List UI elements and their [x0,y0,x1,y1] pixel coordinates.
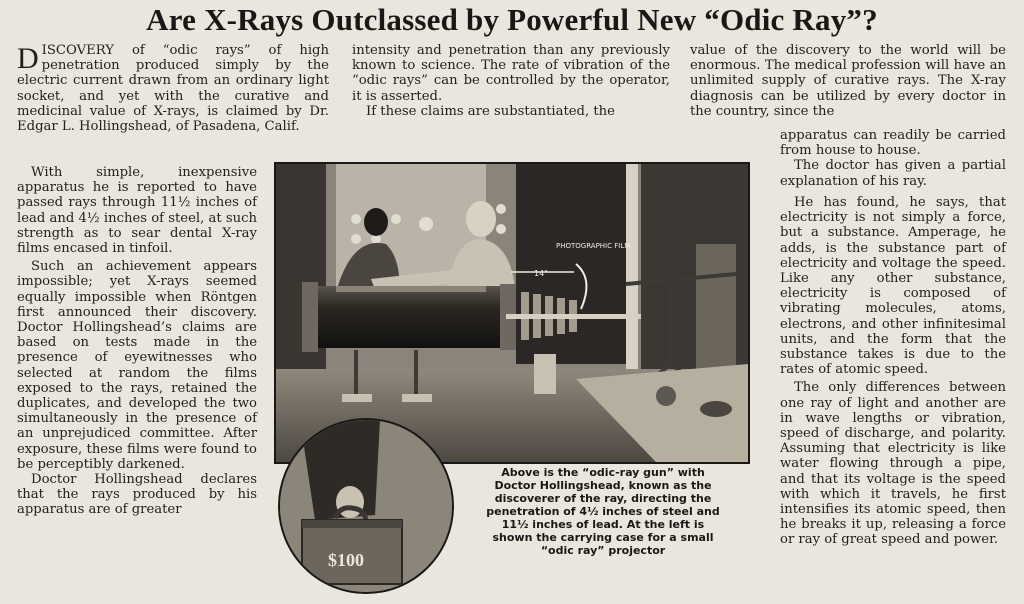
paragraph-explanation: The doctor has given a partial explanation of his ray. [780,158,1006,189]
column-2 [352,43,670,119]
paragraph-declares: Doctor Hollingshead declares that the rays produced by his apparatus are of greater [17,472,257,518]
caption-line: Doctor Hollingshead, known as the [494,479,712,492]
caption-line: 11½ inches of lead. At the left is [501,518,705,531]
paragraph-substantiated: If these claims are substantiated, the [366,103,615,119]
paragraph-achievement: Such an achievement appears impossible; yet X-rays seemed equally impossible when Röntgen first announced their discovery. Doctor Hollingshead’s claims are based on tests made in the presence of eyewitnesses who selected at random the films exposed to the rays, retained the duplicates, and developed the two simultaneously in the presence of an unprejudiced committee. After exposure, these films were found to be perceptibly darkened. [17,259,257,472]
paragraph-intro: DISCOVERY of “odic rays” of high penetration produced simply by the electric current drawn from an ordinary light socket, and yet with the curative and medicinal value of X-rays, is claimed by Dr. Edgar L. Hollingshead, of Pasadena, Calif. [17,42,329,135]
column-3-top [690,43,1006,119]
odic-ray-gun-illustration [276,164,748,462]
article-title: Are X-Rays Outclassed by Powerful New “Odic Ray”? [146,2,878,37]
photo-caption [458,466,748,557]
column-3-continued [780,128,1006,189]
paragraph-intensity: intensity and penetration than any previously known to science. The rate of vibration of the “odic rays” can be controlled by the operator, it is asserted. [352,43,670,104]
paragraph-house: apparatus can readily be carried from house to house. [780,128,1006,159]
label-photographic-film: PHOTOGRAPHIC FILM [556,242,631,250]
carrying-case-illustration [280,420,452,592]
label-distance: 14" [534,269,548,278]
drop-cap: D [17,42,39,75]
caption-line: discoverer of the ray, directing the [494,492,712,505]
paragraph-differences: The only differences between one ray of light and another are in wave lengths or vibration, speed of discharge, and polarity. Assuming that electricity is like water flowing through a pipe, and that its voltage is the speed with which it travels, he first intensifies its atomic speed, then he breaks it up, releasing a force or ray of great speed and power. [780,380,1006,548]
column-1-top [17,43,329,134]
caption-line: Above is the “odic-ray gun” with [501,466,705,479]
column-3-bottom [780,195,1006,548]
caption-line: “odic ray” projector [540,544,666,557]
caption-line: penetration of 4½ inches of steel and [486,505,720,518]
paragraph-value: value of the discovery to the world will be enormous. The medical profession will have an unlimited supply of curative rays. The X-ray diagnosis can be utilized by every doctor in the country, since the [690,43,1006,119]
case-price-label: $100 [328,550,364,570]
column-1-narrow [17,165,257,518]
odic-ray-gun-photo [274,162,750,464]
caption-line: shown the carrying case for a small [492,531,714,544]
paragraph-apparatus: With simple, inexpensive apparatus he is reported to have passed rays through 11½ inches of lead and 4½ inches of steel, at such strength as to sear dental X-ray films encased in tinfoil. [17,165,258,257]
paragraph-substance: He has found, he says, that electricity is not simply a force, but a substance. Amperage, he adds, is the substance part of electricity and voltage the speed. Like any other substance, electricity is composed of vibrating molecules, atoms, electrons, and other infinitesimal units, and the form that the substance takes is due to the rates of atomic speed. [780,195,1006,378]
carrying-case-inset [278,418,454,594]
